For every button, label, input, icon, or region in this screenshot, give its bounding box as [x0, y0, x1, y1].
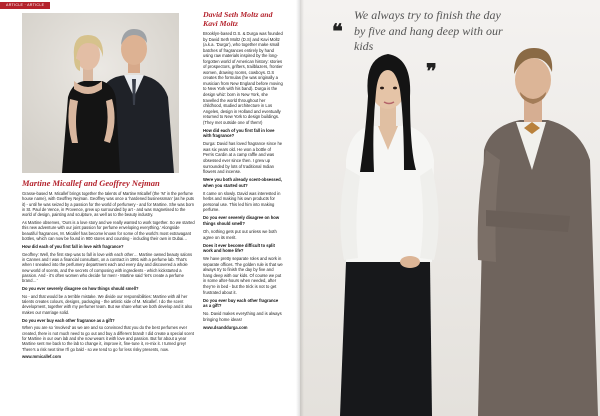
- article-paragraph: We have pretty separate roles and work in separate offices. The golden rule is that we always try to finish the day by five and hang deep with our kids. Of course we put in some after-hours when needed, after they’re in bed - but the trick is not to get frustrated about it.: [203, 256, 283, 295]
- article-heading-micallef: Martine Micallef and Geoffrey Nejman: [22, 178, 160, 188]
- article-paragraph: Oh, nothing gets put out unless we both agree on its merit.: [203, 229, 277, 240]
- interview-question: Do you ever buy each other fragrance as a gift?: [203, 297, 279, 309]
- section-tab: ARTICLE · ARTICLE: [0, 2, 50, 9]
- interview-question: Were you both already scent-obsessed, when you started out?: [203, 177, 282, 188]
- website-link-dsanddurga[interactable]: www.dsanddurga.com: [203, 324, 248, 330]
- article-paragraph: When you are so ‘involved’ as we are and so convinced that you do the best perfumes ever created, there is not much need to go out and buy a different brand! I did create a special scent for Martine in our own lab and she now wears it with love and passion. But for about a year Martine sent me back to the lab to change it, improve it, fine-tune it, re-mix it. I turned grey! There’s a risk next time I’ll go bald - so we tend to go for less risky presents, now.: [22, 325, 194, 352]
- article-paragraph: Brooklyn-based D.S. & Durga was founded by David Seth Moltz (D.S) and Kavi Moltz (a.k.a. ‘Durga’), who together make small batches of fragrances entirely by hand using raw materials inspired by the long-forgotten world of American history: stories of prospectors, grifters, trailblazers, frontier women, drawing rooms, cowboys. D.S creates the formulas (he was originally a musician from New England before moving to New York with his band). Durga is the design whiz: born in New York, she travelled the world throughout her childhood, studied architecture in Los Angeles, design in Holland and eventually returned to New York to design buildings. (They met outside one of them!): [203, 31, 283, 125]
- close-quote-icon: ❞: [426, 61, 437, 83]
- interview-question: Do you ever buy each other fragrance as a gift?: [22, 317, 115, 323]
- interview-question: Do you ever severely disagree on how things should smell?: [203, 215, 280, 226]
- website-link-mmicallef[interactable]: www.mmicallef.com: [22, 354, 61, 360]
- article-heading-moltz: David Seth Moltz and Kavi Moltz: [203, 10, 273, 28]
- interview-question: How did each of you first fall in love with fragrance?: [22, 243, 124, 249]
- column-micallef-article: [22, 178, 195, 362]
- article-paragraph: No. David makes everything and is always bringing home ideas!: [203, 311, 282, 322]
- interview-question: Does it ever become difficult to split work and home life?: [203, 242, 275, 254]
- interview-question: How did each of you first fall in love with fragrance?: [203, 127, 275, 139]
- couple-photo-moltz: [300, 0, 600, 416]
- article-paragraph: It came on slowly. David was interested in herbs and making his own products for personal use. This led him into making perfume.: [203, 190, 281, 213]
- right-page: [300, 0, 600, 416]
- page-gutter: [296, 0, 304, 416]
- open-quote-icon: ❝: [332, 21, 343, 43]
- pull-quote: We always try to finish the day by five and hang deep with our kids: [354, 8, 503, 53]
- portrait-illustration: [22, 13, 179, 173]
- interview-question: Do you ever severely disagree on how things should smell?: [22, 286, 139, 292]
- column-moltz-article: [203, 11, 283, 333]
- article-paragraph: Grasse-based M. Micallef brings together the talents of Martine Micallef (the ‘M’ in the perfume house name), with Geoffrey Nejman. Geoffrey was once a ‘hardened businessman’ (as he puts it) - until he was seized by a passion for the world of perfumery - and for Martine. She was born in St. Paul de Vence, in Provence, grew up surrounded by art - and was magnetised to the world of design, painting and sculpture, as well as to the beauty industry.: [22, 191, 195, 218]
- article-paragraph: Geoffrey: Well, the first step was to fall in love with each other… Martine owned beauty salons in Cannes and I was a financial consultant, on a contract in 1991 with a perfume lab. That’s when I sneaked into the perfumery department each and every day and discovered a whole new world of scents, and the secrets of composing with ingredients - which kickstarted a passion. And - it’s often women who decide for men! - Martine said ‘let’s create a perfume brand…’: [22, 251, 193, 284]
- article-paragraph: Durga: David has loved fragrance since he was six years old. He won a bottle of Perris Cardin at a camp raffle and was obsessed ever since then. I grew up surrounded by lots of traditional Indian flowers and incense.: [203, 141, 283, 175]
- article-paragraph: As Martine observes, ‘Ours is a love story and we really wanted to work together. So we started this new adventure with our joint passion for perfume enveloping everything.’ Alongside beautiful fragrances, M. Micallef has become known for some of the world’s most extravagant bottles, which can now be found in 900 stores and counting - including their own in Dubai…: [22, 220, 195, 242]
- couple-photo-micallef-nejman: [22, 13, 179, 173]
- article-paragraph: No - and that would be a terrible mistake. We divide our responsibilities: Martine with all her talents creates colours, designs, packaging - the artistic side of M. Micallef. I do the scent development, together with my perfumer team. But we share what we both develop and it also makes our marriage solid.: [22, 293, 193, 315]
